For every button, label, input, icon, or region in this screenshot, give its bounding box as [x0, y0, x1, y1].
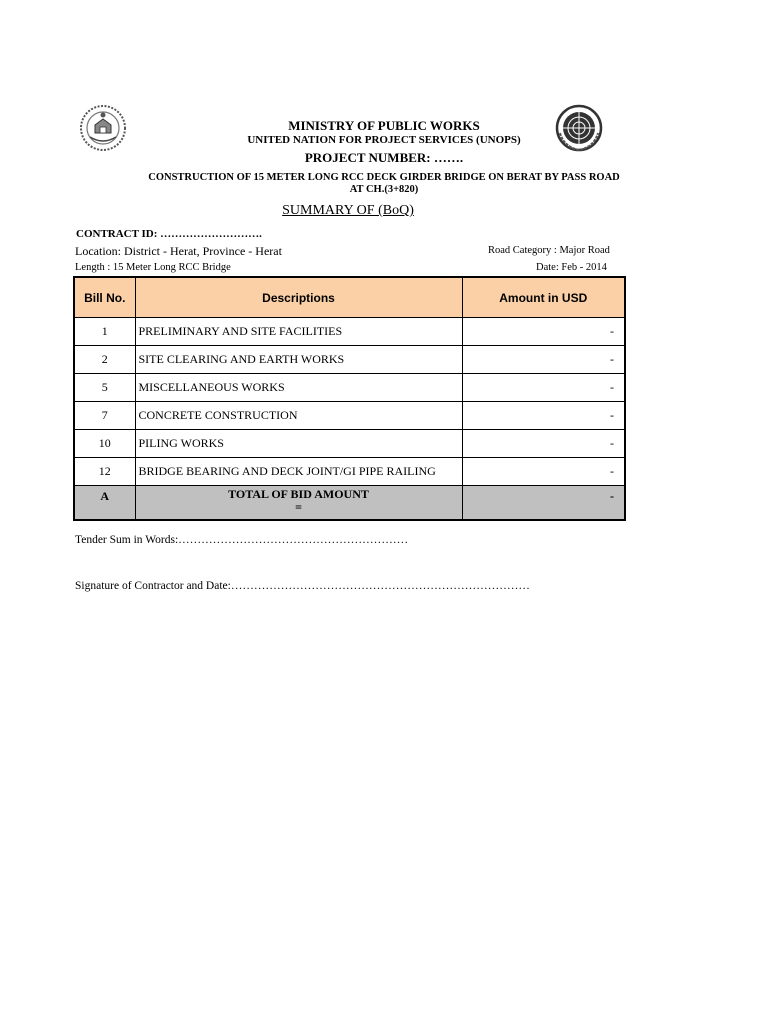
bill-amount: - [462, 458, 625, 486]
bill-number: 1 [74, 318, 135, 346]
table-row [74, 346, 625, 374]
boq-summary-table [73, 276, 626, 521]
tender-sum-in-words: Tender Sum in Words:…………………………………………………… [75, 534, 409, 546]
ministry-title: MINISTRY OF PUBLIC WORKS [288, 118, 480, 133]
location: Location: District - Herat, Province - Herat [75, 244, 282, 258]
project-title-line-2: AT CH.(3+820) [349, 184, 419, 195]
column-header-descriptions: Descriptions [135, 277, 462, 318]
bill-description: BRIDGE BEARING AND DECK JOINT/GI PIPE RAILING [135, 458, 462, 486]
total-amount: - [462, 486, 625, 521]
bill-number: 10 [74, 430, 135, 458]
bill-amount: - [462, 346, 625, 374]
agency-title: UNITED NATION FOR PROJECT SERVICES (UNOPS) [247, 134, 521, 146]
project-number: PROJECT NUMBER: ……. [304, 150, 464, 165]
table-row [74, 318, 625, 346]
bill-description: MISCELLANEOUS WORKS [135, 374, 462, 402]
bill-description: PILING WORKS [135, 430, 462, 458]
table-header-row [74, 277, 625, 318]
column-header-bill-no: Bill No. [74, 277, 135, 318]
bill-description: SITE CLEARING AND EARTH WORKS [135, 346, 462, 374]
project-title [0, 172, 768, 196]
summary-title: SUMMARY OF (BoQ) [282, 203, 414, 218]
bill-number: 7 [74, 402, 135, 430]
table-row [74, 430, 625, 458]
contractor-signature-line: Signature of Contractor and Date:…………………………………………………………………… [75, 580, 530, 592]
total-row [74, 486, 625, 521]
table-row [74, 458, 625, 486]
bill-description: PRELIMINARY AND SITE FACILITIES [135, 318, 462, 346]
total-label-line-2: = [295, 500, 302, 514]
bill-description: CONCRETE CONSTRUCTION [135, 402, 462, 430]
column-header-amount: Amount in USD [462, 277, 625, 318]
bridge-length: Length : 15 Meter Long RCC Bridge [75, 262, 231, 273]
total-label-line-1: TOTAL OF BID AMOUNT [228, 487, 369, 501]
bill-amount: - [462, 374, 625, 402]
table-row [74, 374, 625, 402]
road-category: Road Category : Major Road [488, 245, 610, 256]
total-bill-label: A [74, 486, 135, 521]
document-date: Date: Feb - 2014 [536, 262, 607, 273]
bill-number: 5 [74, 374, 135, 402]
bill-number: 2 [74, 346, 135, 374]
bill-amount: - [462, 402, 625, 430]
project-title-line-1: CONSTRUCTION OF 15 METER LONG RCC DECK GIRDER BRIDGE ON BERAT BY PASS ROAD [148, 172, 620, 183]
bill-number: 12 [74, 458, 135, 486]
total-label [135, 486, 462, 521]
contract-id: CONTRACT ID: ………………………. [76, 228, 262, 240]
bill-amount: - [462, 430, 625, 458]
bill-amount: - [462, 318, 625, 346]
table-row [74, 402, 625, 430]
